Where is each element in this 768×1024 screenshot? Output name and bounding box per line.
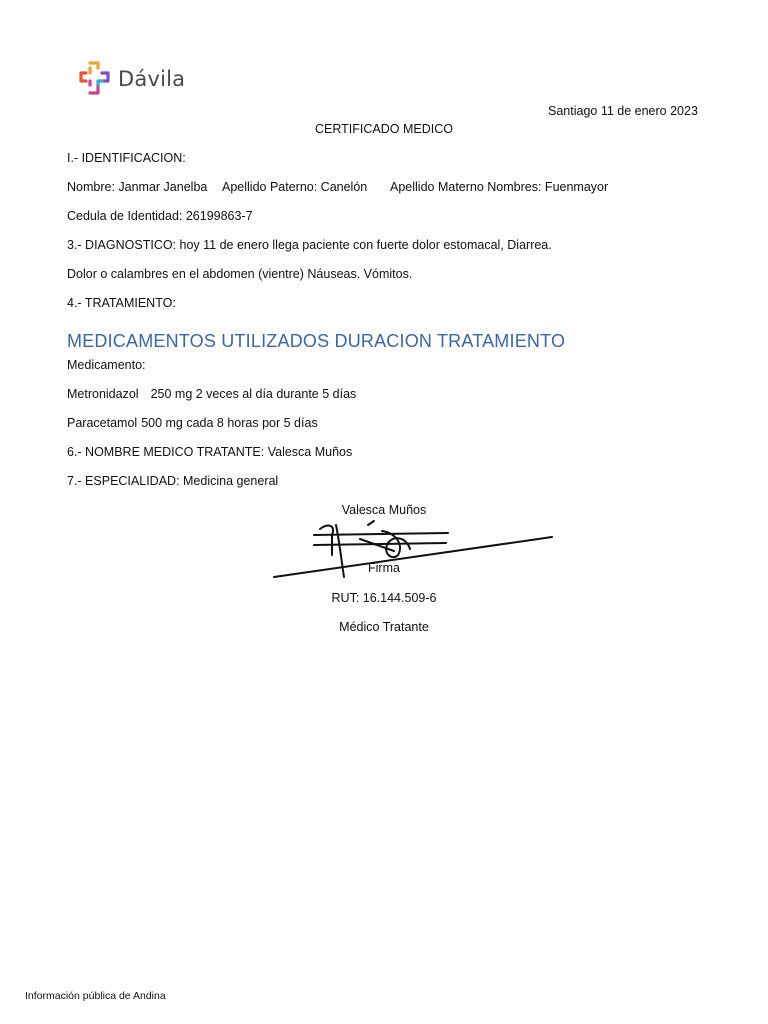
id-number: Cedula de Identidad: 26199863-7 xyxy=(67,209,253,223)
doctor-name-line: 6.- NOMBRE MEDICO TRATANTE: Valesca Muños xyxy=(67,445,353,459)
patient-name: Nombre: Janmar Janelba xyxy=(67,180,208,194)
maternal-surname: Apellido Materno Nombres: Fuenmayor xyxy=(390,180,609,194)
handwritten-signature xyxy=(270,515,560,585)
medication-label: Medicamento: xyxy=(67,358,146,372)
document-title: CERTIFICADO MEDICO xyxy=(315,122,453,136)
medication-dose: 500 mg cada 8 horas por 5 días xyxy=(141,416,318,430)
paternal-surname: Apellido Paterno: Canelón xyxy=(222,180,368,194)
symptoms: Dolor o calambres en el abdomen (vientre) Náuseas. Vómitos. xyxy=(67,267,413,281)
date-line: Santiago 11 de enero 2023 xyxy=(548,104,698,118)
medication-name: Paracetamol xyxy=(67,416,138,430)
footer-note: Información pública de Andina xyxy=(25,990,166,1002)
davila-cross-logo-icon xyxy=(78,59,112,99)
medication-row xyxy=(67,417,318,430)
treatment-heading: 4.- TRATAMIENTO: xyxy=(67,296,176,310)
davila-logo xyxy=(78,58,185,100)
doctor-rut: RUT: 16.144.509-6 xyxy=(331,591,437,605)
brand-name: Dávila xyxy=(118,67,186,91)
medication-row xyxy=(67,388,356,401)
signature-doctor-name: Valesca Muños xyxy=(341,503,427,517)
medications-heading: MEDICAMENTOS UTILIZADOS DURACION TRATAMIENTO xyxy=(67,331,566,351)
medication-name: Metronidazol xyxy=(67,387,139,401)
identification-heading: I.- IDENTIFICACION: xyxy=(67,151,186,165)
firma-label: Firma xyxy=(368,561,400,575)
diagnosis: 3.- DIAGNOSTICO: hoy 11 de enero llega paciente con fuerte dolor estomacal, Diarrea. xyxy=(67,238,552,252)
specialty-line: 7.- ESPECIALIDAD: Medicina general xyxy=(67,474,279,488)
medication-dose: 250 mg 2 veces al día durante 5 días xyxy=(150,387,357,401)
doctor-role: Médico Tratante xyxy=(339,620,429,634)
